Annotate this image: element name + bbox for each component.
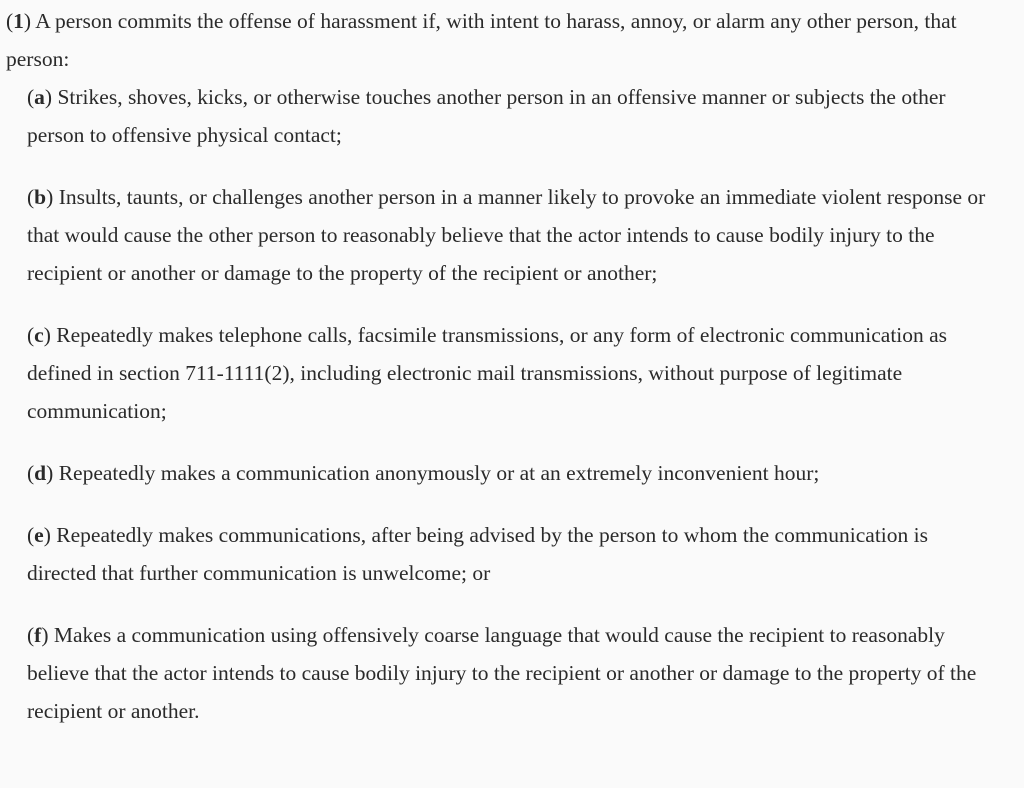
clause-e: [6, 516, 1018, 592]
clause-d: [6, 454, 1018, 492]
clause-text: Insults, taunts, or challenges another person in a manner likely to provoke an immediate violent response or that would cause the other person to reasonably believe that the actor intends to cause bodily injury to the recipient or another or damage to the property of the recipient or another;: [27, 185, 986, 285]
clause-b: [6, 178, 1018, 292]
clause-f: [6, 616, 1018, 730]
clause-label: (e): [27, 523, 51, 547]
clause-a: [6, 78, 1018, 154]
subsection-label: (1): [6, 9, 32, 33]
subsection-text: A person commits the offense of harassment if, with intent to harass, annoy, or alarm any other person, that person:: [6, 9, 957, 71]
clause-c: [6, 316, 1018, 430]
clause-text: Makes a communication using offensively coarse language that would cause the recipient to reasonably believe that the actor intends to cause bodily injury to the recipient or another or damage to the property of the recipient or another.: [27, 623, 977, 723]
clause-label: (a): [27, 85, 53, 109]
clause-text: Repeatedly makes a communication anonymously or at an extremely inconvenient hour;: [58, 461, 820, 485]
clause-text: Strikes, shoves, kicks, or otherwise touches another person in an offensive manner or subjects the other person to offensive physical contact;: [27, 85, 946, 147]
subsection-1: [6, 2, 1018, 78]
clause-label: (f): [27, 623, 49, 647]
clause-label: (c): [27, 323, 51, 347]
clause-text: Repeatedly makes communications, after being advised by the person to whom the communication is directed that further communication is unwelcome; or: [27, 523, 928, 585]
clause-label: (b): [27, 185, 54, 209]
clause-label: (d): [27, 461, 54, 485]
clause-text: Repeatedly makes telephone calls, facsimile transmissions, or any form of electronic communication as defined in section 711-1111(2), including electronic mail transmissions, without purpose of legitimate communication;: [27, 323, 948, 423]
